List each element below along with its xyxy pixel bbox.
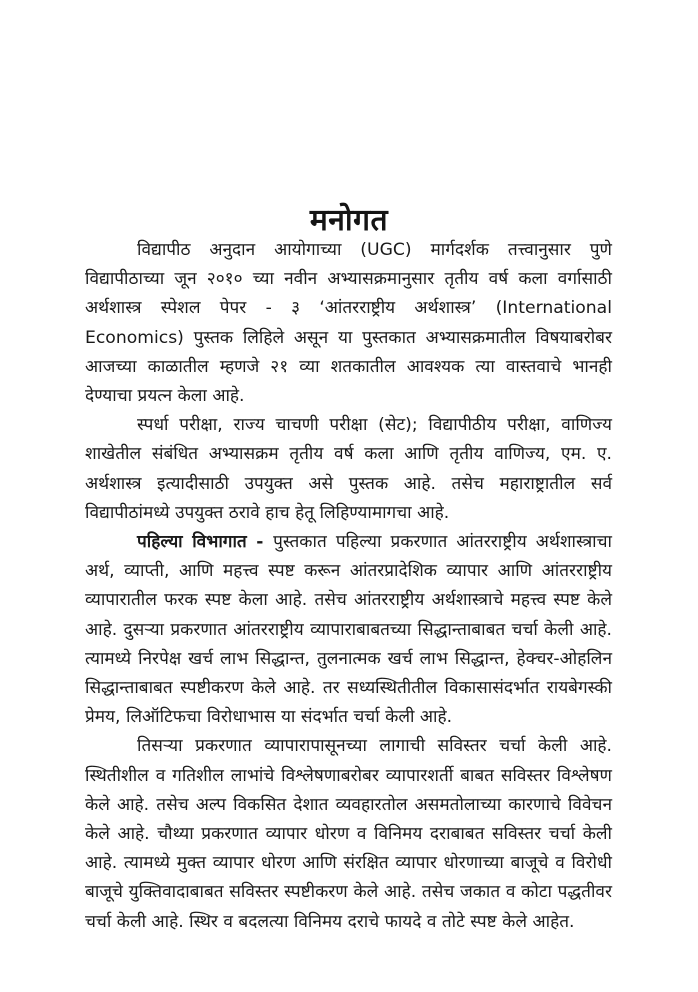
paragraph-intro <box>85 236 612 411</box>
page-title: मनोगत <box>309 203 389 239</box>
body-text <box>85 236 612 937</box>
paragraph-first-section <box>85 528 612 732</box>
paragraph-usefulness <box>85 411 612 528</box>
paragraph-text: विद्यापीठ अनुदान आयोगाच्या (UGC) मार्गदर्शक तत्त्वानुसार पुणे विद्यापीठाच्या जून २०१० च्या नवीन अभ्यासक्रमानुसार तृतीय वर्ष कला वर्गासाठी अर्थशास्त्र स्पेशल पेपर - ३ ‘आंतरराष्ट्रीय अर्थशास्त्र’ (International Economics) पुस्तक लिहिले असून या पुस्तकात अभ्यासक्रमातील विषयाबरोबर आजच्या काळातील म्हणजे २१ व्या शतकातील आवश्यक त्या वास्तवाचे भानही देण्याचा प्रयत्न केला आहे. <box>85 240 612 407</box>
paragraph-third-chapter <box>85 732 612 936</box>
paragraph-lead-heading: पहिल्या विभागात - <box>137 532 274 553</box>
paragraph-text: पुस्तकात पहिल्या प्रकरणात आंतरराष्ट्रीय अर्थशास्त्राचा अर्थ, व्याप्ती, आणि महत्त्व स्पष्ट करून आंतरप्रादेशिक व्यापार आणि आंतरराष्ट्रीय व्यापारातील फरक स्पष्ट केला आहे. तसेच आंतरराष्ट्रीय अर्थशास्त्राचे महत्त्व स्पष्ट केले आहे. दुसऱ्या प्रकरणात आंतरराष्ट्रीय व्यापाराबाबतच्या सिद्धान्ताबाबत चर्चा केली आहे. त्यामध्ये निरपेक्ष खर्च लाभ सिद्धान्त, तुलनात्मक खर्च लाभ सिद्धान्त, हेक्चर-ओहलिन सिद्धान्ताबाबत स्पष्टीकरण केले आहे. तर सध्यस्थितीतील विकासासंदर्भात रायबेगस्की प्रेमय, लिऑटिफचा विरोधाभास या संदर्भात चर्चा केली आहे. <box>85 532 612 728</box>
paragraph-text: स्पर्धा परीक्षा, राज्य चाचणी परीक्षा (सेट); विद्यापीठीय परीक्षा, वाणिज्य शाखेतील संबंधित अभ्यासक्रम तृतीय वर्ष कला आणि तृतीय वाणिज्य, एम. ए. अर्थशास्त्र इत्यादीसाठी उपयुक्त असे पुस्तक आहे. तसेच महाराष्ट्रातील सर्व विद्यापीठांमध्ये उपयुक्त ठरावे हाच हेतू लिहिण्यामागचा आहे. <box>85 415 612 523</box>
paragraph-text: तिसऱ्या प्रकरणात व्यापारापासूनच्या लागाची सविस्तर चर्चा केली आहे. स्थितीशील व गतिशील लाभांचे विश्लेषणाबरोबर व्यापारशर्ती बाबत सविस्तर विश्लेषण केले आहे. तसेच अल्प विकसित देशात व्यवहारतोल असमतोलाच्या कारणाचे विवेचन केले आहे. चौथ्या प्रकरणात व्यापार धोरण व विनिमय दराबाबत सविस्तर चर्चा केली आहे. त्यामध्ये मुक्त व्यापार धोरण आणि संरक्षित व्यापार धोरणाच्या बाजूचे व विरोधी बाजूचे युक्तिवादाबाबत सविस्तर स्पष्टीकरण केले आहे. तसेच जकात व कोटा पद्धतीवर चर्चा केली आहे. स्थिर व बदलत्या विनिमय दराचे फायदे व तोटे स्पष्ट केले आहेत. <box>85 736 612 932</box>
